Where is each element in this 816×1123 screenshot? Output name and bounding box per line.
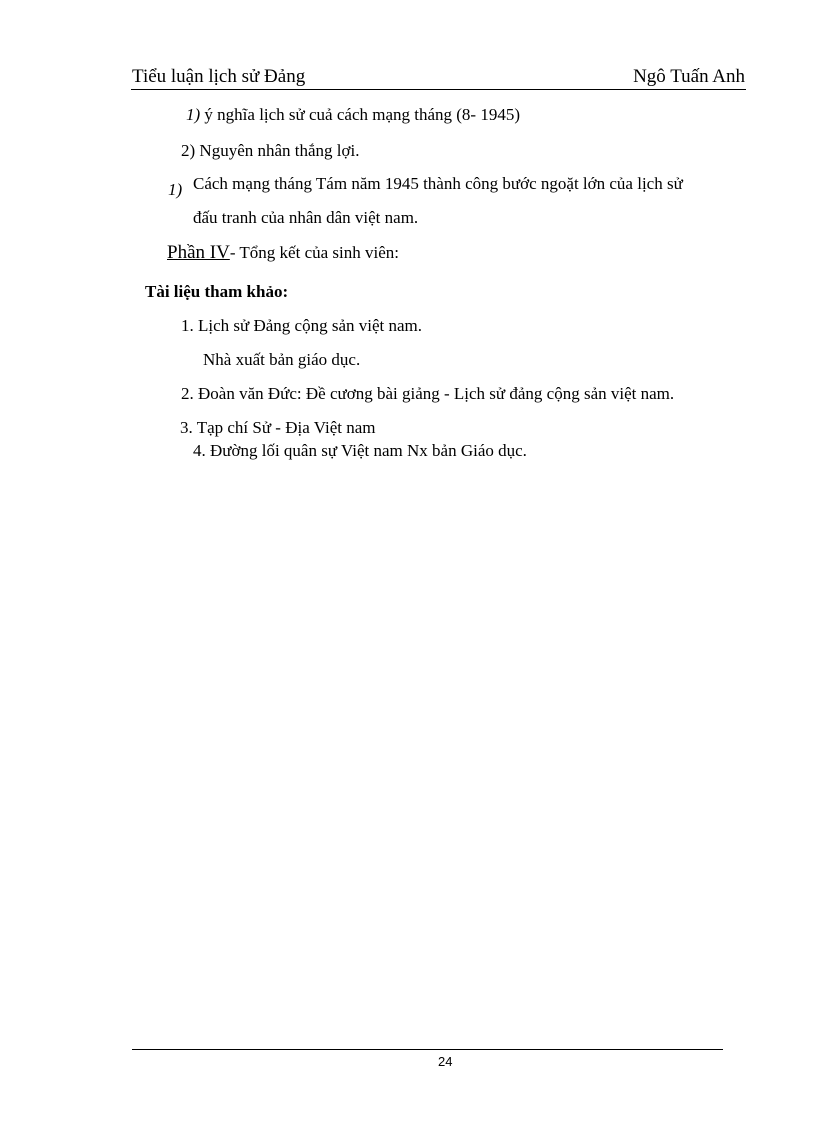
- header-author: Ngô Tuấn Anh: [633, 66, 745, 87]
- reference-1-line-2: Nhà xuất bản giáo dục.: [203, 350, 361, 369]
- item-3-number: 1): [168, 180, 183, 199]
- part-4-text: - Tổng kết của sinh viên:: [229, 243, 399, 262]
- reference-3: 3. Tạp chí Sử - Địa Việt nam: [180, 418, 376, 437]
- header-rule: [131, 89, 746, 90]
- item-1-number: 1): [186, 105, 201, 124]
- reference-1-line-1: 1. Lịch sử Đảng cộng sản việt nam.: [181, 316, 423, 335]
- item-1: [186, 105, 520, 125]
- item-3-line-2: đấu tranh của nhân dân việt nam.: [193, 208, 419, 227]
- references-heading: Tài liệu tham khảo:: [145, 282, 289, 301]
- header-title: Tiểu luận lịch sử Đảng: [132, 66, 306, 87]
- item-2: 2) Nguyên nhân thắng lợi.: [181, 141, 360, 160]
- reference-2: 2. Đoàn văn Đức: Đề cương bài giảng - Lịch sử đảng cộng sản việt nam.: [181, 384, 675, 403]
- part-4-label: Phần IV: [167, 242, 230, 263]
- reference-4: 4. Đường lối quân sự Việt nam Nx bản Giáo dục.: [193, 441, 527, 460]
- page-number: 24: [438, 1054, 453, 1069]
- part-4-heading: [167, 242, 399, 264]
- item-1-text: ý nghĩa lịch sử cuả cách mạng tháng (8- 1945): [204, 105, 521, 124]
- item-3-line-1: Cách mạng tháng Tám năm 1945 thành công bước ngoặt lớn của lịch sử: [193, 174, 683, 193]
- footer-rule: [132, 1049, 723, 1050]
